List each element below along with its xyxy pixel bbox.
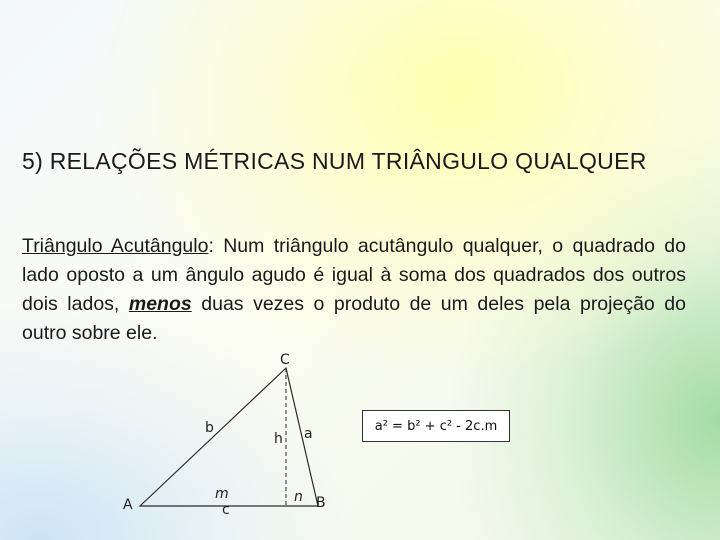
term-acutangle: Triângulo Acutângulo [22,235,209,257]
term-colon: : [208,235,214,257]
slide-title: 5) RELAÇÕES MÉTRICAS NUM TRIÂNGULO QUALQUER [22,148,647,174]
body-after: duas vezes o produto de um deles pela projeção do outro sobre ele. [22,293,686,344]
projection-n-label: n [294,489,303,505]
side-b-label: b [205,420,214,436]
formula-box: a² = b² + c² - 2c.m [362,410,510,442]
projection-m-label: m [215,486,229,502]
body-before: Num triângulo acutângulo qualquer, o quadrado do lado oposto a um ângulo agudo é igual à soma dos quadrados dos outros dois lados, [22,235,686,315]
height-h-label: h [274,431,283,447]
side-a-label: a [304,426,313,442]
vertex-c-label: C [280,352,290,368]
triangle-abc [140,368,318,506]
vertex-a-label: A [123,497,133,513]
vertex-b-label: B [316,495,326,511]
side-c-label: c [222,502,230,518]
emphasis-menos: menos [128,293,192,315]
